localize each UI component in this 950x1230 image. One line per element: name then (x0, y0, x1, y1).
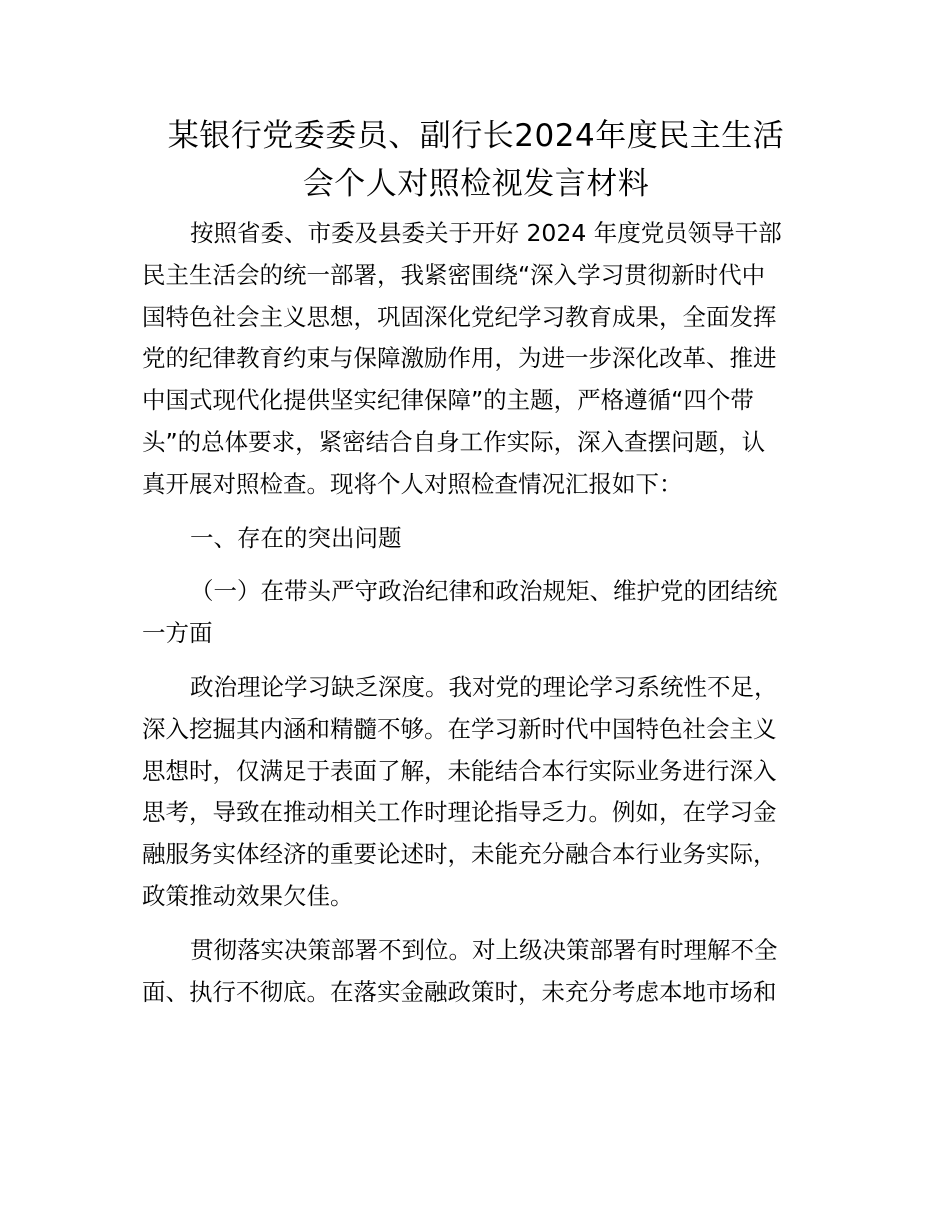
paragraph-line: 政治理论学习缺乏深度。我对党的理论学习系统性不足， (190, 672, 778, 701)
subsection-line: （一）在带头严守政治纪律和政治规矩、维护党的团结统 (190, 577, 778, 606)
intro-line: 头”的总体要求，紧密结合自身工作实际，深入查摆问题，认 (142, 427, 766, 456)
section-heading (142, 518, 810, 560)
paragraph-line: 融服务实体经济的重要论述时，未能充分融合本行业务实际， (142, 840, 777, 869)
intro-line: 中国式现代化提供坚实纪律保障”的主题，严格遵循“四个带 (142, 386, 754, 415)
intro-line: 党的纪律教育约束与保障激励作用，为进一步深化改革、推进 (142, 344, 777, 373)
subsection-heading (142, 571, 810, 655)
paragraph-line: 思想时，仅满足于表面了解，未能结合本行实际业务进行深入 (142, 756, 777, 785)
body-paragraph-1 (142, 667, 810, 918)
paragraph-line: 政策推动效果欠佳。 (142, 881, 354, 910)
title-line-2: 会个人对照检视发言材料 (302, 166, 650, 202)
subsection-line: 一方面 (142, 619, 213, 648)
section-heading-text: 一、存在的突出问题 (190, 523, 402, 552)
document-page (142, 112, 810, 1013)
title-line-1: 某银行党委委员、副行长2024年度民主生活 (167, 118, 785, 154)
intro-line: 真开展对照检查。现将个人对照检查情况汇报如下： (142, 469, 683, 498)
intro-line: 按照省委、市委及县委关于开好 2024 年度党员领导干部 (190, 219, 782, 247)
intro-paragraph (142, 213, 810, 506)
intro-line: 民主生活会的统一部署，我紧密围绕“深入学习贯彻新时代中 (142, 260, 766, 289)
body-paragraph-2 (142, 930, 810, 1014)
paragraph-line: 贯彻落实决策部署不到位。对上级决策部署有时理解不全 (190, 935, 778, 964)
document-title (142, 112, 810, 208)
paragraph-line: 深入挖掘其内涵和精髓不够。在学习新时代中国特色社会主义 (142, 714, 777, 743)
intro-line: 国特色社会主义思想，巩固深化党纪学习教育成果，全面发挥 (142, 302, 777, 331)
paragraph-line: 思考，导致在推动相关工作时理论指导乏力。例如，在学习金 (142, 798, 777, 827)
paragraph-line: 面、执行不彻底。在落实金融政策时，未充分考虑本地市场和 (142, 977, 777, 1006)
